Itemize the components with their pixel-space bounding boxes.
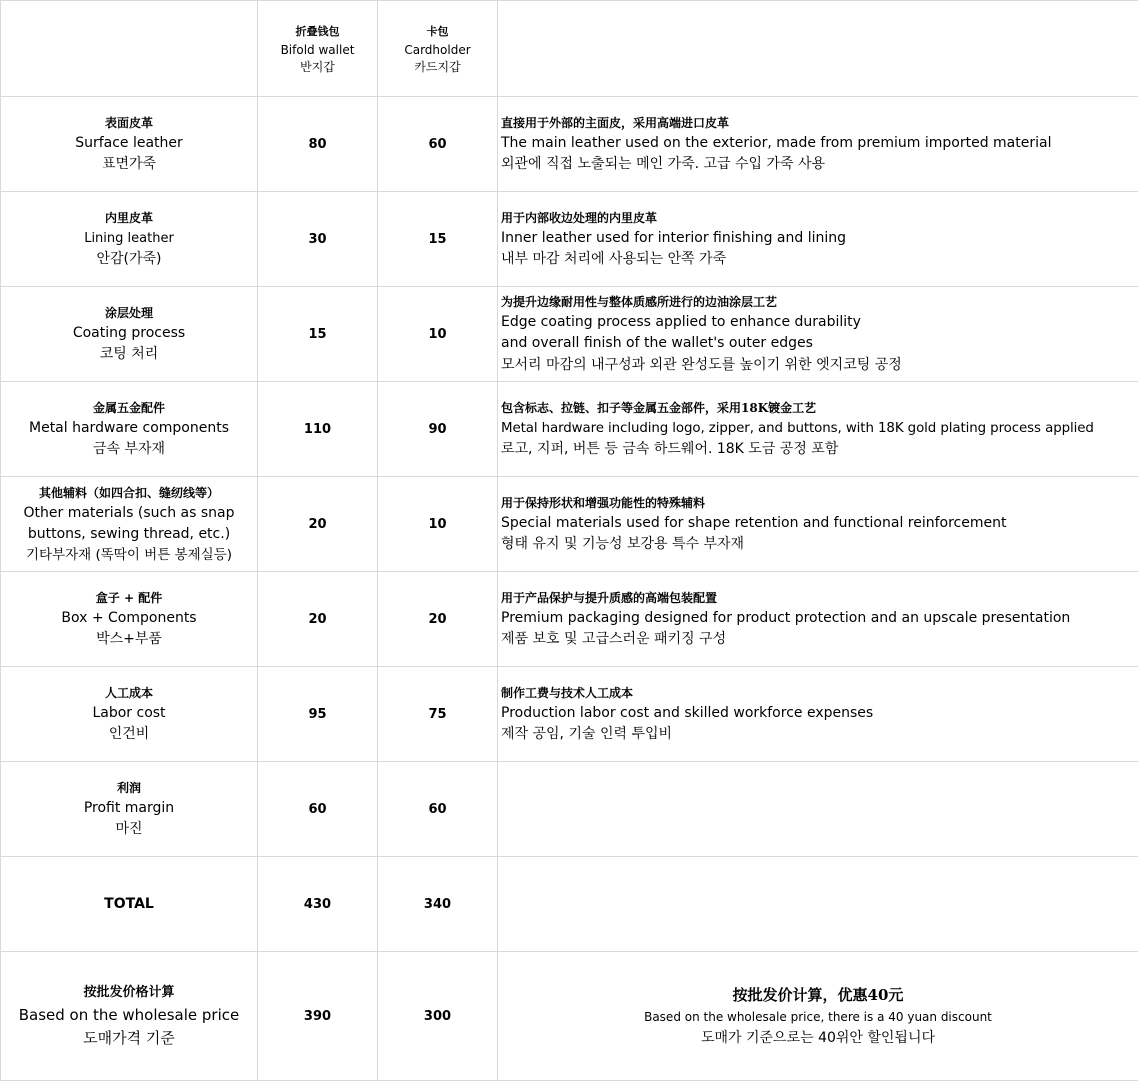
- row-label: [1, 97, 258, 192]
- row-label-ko: 금속 부자재: [1, 439, 257, 460]
- desc-zh: 用于内部收边处理的内里皮革: [501, 208, 1138, 228]
- desc-ko: 로고, 지퍼, 버튼 등 금속 하드웨어. 18K 도금 공정 포함: [501, 439, 1138, 461]
- row-label-en-line1: Other materials (such as snap: [1, 503, 257, 524]
- row-label-ko: 안감(가죽): [1, 249, 257, 270]
- row-label-en: Surface leather: [1, 133, 257, 154]
- wholesale-note: [498, 952, 1138, 1081]
- row-label-en: Lining leather: [1, 228, 257, 249]
- desc-zh: 为提升边缘耐用性与整体质感所进行的边油涂层工艺: [501, 292, 1138, 312]
- row-label-en: Metal hardware components: [1, 418, 257, 439]
- row-description: [498, 97, 1138, 192]
- desc-zh: 包含标志、拉链、扣子等金属五金部件，采用18K镀金工艺: [501, 398, 1138, 418]
- desc-ko: 제작 공임, 기술 인력 투입비: [501, 724, 1138, 746]
- row-label-en: Profit margin: [1, 798, 257, 819]
- row-label-zh: 人工成本: [1, 683, 257, 703]
- row-label-zh: 涂层处理: [1, 303, 257, 323]
- row-label-zh: 其他辅料（如四合扣、缝纫线等）: [1, 483, 257, 503]
- row-label-ko: 박스+부품: [1, 629, 257, 650]
- card-value: 20: [378, 572, 498, 667]
- wholesale-label-ko: 도매가격 기준: [1, 1027, 257, 1050]
- table-row: [1, 192, 1138, 287]
- desc-en: Special materials used for shape retention and functional reinforcement: [501, 513, 1138, 535]
- bifold-value: 110: [258, 382, 378, 477]
- wholesale-bifold-value: 390: [258, 952, 378, 1081]
- bifold-value: 60: [258, 762, 378, 857]
- desc-ko: 모서리 마감의 내구성과 외관 완성도를 높이기 위한 엣지코팅 공정: [501, 355, 1138, 377]
- desc-en: Metal hardware including logo, zipper, and buttons, with 18K gold plating process applied: [501, 418, 1138, 440]
- row-label-zh: 盒子 + 配件: [1, 588, 257, 608]
- row-label: [1, 572, 258, 667]
- desc-zh: 用于保持形状和增强功能性的特殊辅料: [501, 493, 1138, 513]
- wholesale-card-value: 300: [378, 952, 498, 1081]
- card-value: 90: [378, 382, 498, 477]
- row-label-zh: 内里皮革: [1, 208, 257, 228]
- header-bifold-en: Bifold wallet: [258, 42, 377, 59]
- desc-zh: 直接用于外部的主面皮，采用高端进口皮革: [501, 113, 1138, 133]
- row-label-ko: 표면가죽: [1, 154, 257, 175]
- wholesale-note-ko: 도매가 기준으로는 40위안 할인됩니다: [498, 1027, 1138, 1049]
- desc-ko: 제품 보호 및 고급스러운 패키징 구성: [501, 629, 1138, 651]
- desc-ko: 내부 마감 처리에 사용되는 안쪽 가죽: [501, 249, 1138, 271]
- desc-en-line2: and overall finish of the wallet's outer edges: [501, 333, 1138, 355]
- wholesale-label-zh: 按批发价格计算: [1, 982, 257, 1004]
- row-label-ko: 코팅 처리: [1, 344, 257, 365]
- total-bifold-value: 430: [258, 857, 378, 952]
- row-description: [498, 192, 1138, 287]
- bifold-value: 20: [258, 477, 378, 572]
- row-description: [498, 287, 1138, 382]
- row-description: [498, 477, 1138, 572]
- row-label-ko: 인건비: [1, 724, 257, 745]
- header-bifold-zh: 折叠钱包: [258, 22, 377, 42]
- row-label-ko: 기타부자재 (똑딱이 버튼 봉제실등): [1, 545, 257, 566]
- desc-ko: 형태 유지 및 기능성 보강용 특수 부자재: [501, 534, 1138, 556]
- table-row: [1, 762, 1138, 857]
- table-row: [1, 287, 1138, 382]
- header-card-zh: 卡包: [378, 22, 497, 42]
- bifold-value: 80: [258, 97, 378, 192]
- row-label: [1, 192, 258, 287]
- table-row: [1, 477, 1138, 572]
- row-label-en: Coating process: [1, 323, 257, 344]
- wholesale-label: [1, 952, 258, 1081]
- row-label-en: Box + Components: [1, 608, 257, 629]
- table-row: [1, 572, 1138, 667]
- desc-en-line1: Edge coating process applied to enhance durability: [501, 312, 1138, 334]
- total-row: [1, 857, 1138, 952]
- wholesale-row: [1, 952, 1138, 1081]
- wholesale-note-en: Based on the wholesale price, there is a 40 yuan discount: [498, 1007, 1138, 1027]
- bifold-value: 20: [258, 572, 378, 667]
- row-label-en: Labor cost: [1, 703, 257, 724]
- table-row: [1, 382, 1138, 477]
- header-card-en: Cardholder: [378, 42, 497, 59]
- total-card-value: 340: [378, 857, 498, 952]
- desc-en: Production labor cost and skilled workforce expenses: [501, 703, 1138, 725]
- row-description: [498, 667, 1138, 762]
- row-label-en-line2: buttons, sewing thread, etc.): [1, 524, 257, 545]
- bifold-value: 30: [258, 192, 378, 287]
- row-label: [1, 762, 258, 857]
- header-card: [378, 1, 498, 97]
- desc-en: Inner leather used for interior finishing and lining: [501, 228, 1138, 250]
- row-label-zh: 表面皮革: [1, 113, 257, 133]
- card-value: 10: [378, 287, 498, 382]
- row-label: [1, 477, 258, 572]
- row-label-zh: 金属五金配件: [1, 398, 257, 418]
- desc-ko: 외관에 직접 노출되는 메인 가죽. 고급 수입 가죽 사용: [501, 154, 1138, 176]
- header-empty-cell: [1, 1, 258, 97]
- total-desc-empty: [498, 857, 1138, 952]
- row-label: [1, 382, 258, 477]
- row-label: [1, 287, 258, 382]
- row-description: [498, 382, 1138, 477]
- bifold-value: 95: [258, 667, 378, 762]
- desc-en: Premium packaging designed for product protection and an upscale presentation: [501, 608, 1138, 630]
- row-description: [498, 572, 1138, 667]
- row-description-empty: [498, 762, 1138, 857]
- header-row: [1, 1, 1138, 97]
- desc-zh: 用于产品保护与提升质感的高端包装配置: [501, 588, 1138, 608]
- header-card-ko: 카드지갑: [378, 59, 497, 76]
- row-label-zh: 利润: [1, 778, 257, 798]
- table-row: [1, 667, 1138, 762]
- wholesale-label-en: Based on the wholesale price: [1, 1004, 257, 1027]
- card-value: 75: [378, 667, 498, 762]
- card-value: 60: [378, 762, 498, 857]
- row-label-ko: 마진: [1, 819, 257, 840]
- total-label: TOTAL: [1, 857, 258, 952]
- header-bifold: [258, 1, 378, 97]
- header-bifold-ko: 반지갑: [258, 59, 377, 76]
- card-value: 15: [378, 192, 498, 287]
- desc-zh: 制作工费与技术人工成本: [501, 683, 1138, 703]
- bifold-value: 15: [258, 287, 378, 382]
- header-desc-empty: [498, 1, 1138, 97]
- card-value: 60: [378, 97, 498, 192]
- table-row: [1, 97, 1138, 192]
- wholesale-note-zh: 按批发价计算，优惠40元: [498, 983, 1138, 1007]
- row-label: [1, 667, 258, 762]
- card-value: 10: [378, 477, 498, 572]
- desc-en: The main leather used on the exterior, made from premium imported material: [501, 133, 1138, 155]
